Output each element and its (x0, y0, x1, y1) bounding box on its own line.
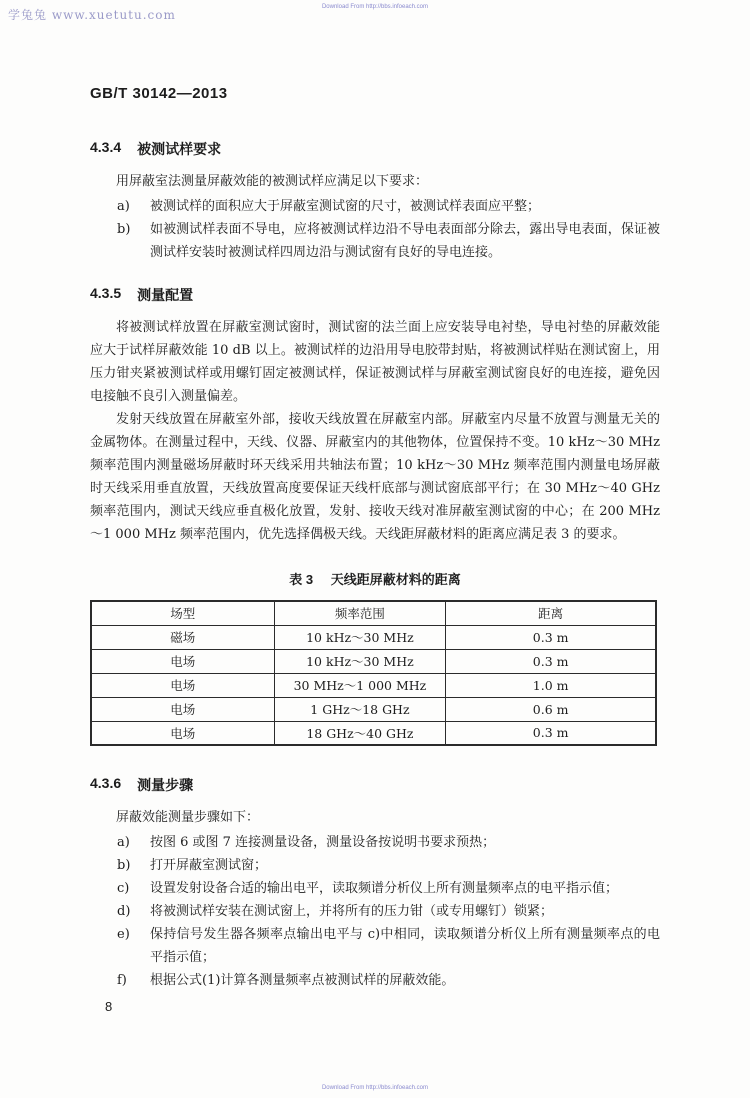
list-item-text: 设置发射设备合适的输出电平，读取频谱分析仪上所有测量频率点的电平指示值； (150, 881, 619, 896)
doc-number: GB/T 30142—2013 (90, 85, 228, 102)
list-item-text: 打开屏蔽室测试窗； (150, 858, 268, 873)
table-cell: 1.0 m (446, 673, 656, 697)
download-note-top: Download From http://bbs.infoeach.com (321, 4, 429, 10)
section-title: 测量配置 (137, 287, 194, 303)
list-item-text: 保持信号发生器各频率点输出电平与 c)中相同，读取频谱分析仪上所有测量频率点的电平指示值； (150, 927, 660, 965)
section-title: 被测试样要求 (137, 141, 222, 157)
table-row (91, 721, 656, 745)
steps-list (90, 831, 660, 992)
table-cell: 30 MHz～1 000 MHz (274, 673, 446, 697)
section-heading-4-3-4 (90, 139, 660, 159)
table-cell: 1 GHz～18 GHz (274, 697, 446, 721)
section-heading-4-3-5 (90, 285, 660, 305)
antenna-distance-table (90, 600, 657, 746)
list-item (117, 900, 660, 923)
list-item (117, 218, 660, 264)
section-4-3-5-paragraph-1: 将被测试样放置在屏蔽室测试窗时，测试窗的法兰面上应安装导电衬垫，导电衬垫的屏蔽效能应大于试样屏蔽效能 10 dB 以上。被测试样的边沿用导电胶带封贴，将被测试样贴在测试窗上，用压力钳夹紧被测试样或用螺钉固定被测试样，保证被测试样与屏蔽室测试窗良好的电连接，避免因电接触不良引入测量偏差。 (90, 320, 660, 404)
table-header-row (91, 601, 656, 625)
list-item-label: d) (117, 904, 131, 919)
column-header: 场型 (91, 601, 274, 625)
list-item-label: b) (117, 222, 131, 237)
table-cell: 电场 (91, 697, 274, 721)
table-cell: 电场 (91, 649, 274, 673)
table-caption (90, 569, 660, 588)
list-item-label: f) (117, 973, 127, 988)
section-4-3-6-intro: 屏蔽效能测量步骤如下： (116, 810, 260, 825)
table-row (91, 625, 656, 649)
list-item-label: e) (117, 927, 130, 942)
section-number: 4.3.5 (90, 285, 122, 301)
list-item (117, 831, 660, 854)
table-cell: 0.6 m (446, 697, 656, 721)
list-item (117, 923, 660, 969)
section-heading-4-3-6 (90, 775, 660, 795)
list-item-text: 被测试样的面积应大于屏蔽室测试窗的尺寸，被测试样表面应平整； (150, 199, 541, 214)
table-row (91, 649, 656, 673)
section-4-3-5-paragraph-2: 发射天线放置在屏蔽室外部，接收天线放置在屏蔽室内部。屏蔽室内尽量不放置与测量无关的金属物体。在测量过程中，天线、仪器、屏蔽室内的其他物体，位置保持不变。10 kHz～30 MHz 频率范围内测量磁场屏蔽时环天线采用共轴法布置；10 kHz～30 MHz 频率范围内测量电场屏蔽时天线采用垂直放置，天线放置高度要保证天线杆底部与测试窗底部平行；在 30 MHz～40 GHz 频率范围内，测试天线应垂直极化放置，发射、接收天线对准屏蔽室测试窗的中心；在 200 MHz～1 000 MHz 频率范围内，优先选择偶极天线。天线距屏蔽材料的距离应满足表 3 的要求。 (90, 412, 660, 542)
list-item-text: 如被测试样表面不导电，应将被测试样边沿不导电表面部分除去，露出导电表面，保证被测试样安装时被测试样四周边沿与测试窗有良好的导电连接。 (150, 222, 660, 260)
list-item (117, 877, 660, 900)
table-cell: 0.3 m (446, 721, 656, 745)
column-header: 频率范围 (274, 601, 446, 625)
section-title: 测量步骤 (137, 777, 194, 793)
list-item-text: 按图 6 或图 7 连接测量设备，测量设备按说明书要求预热； (150, 835, 496, 850)
table-cell: 10 kHz～30 MHz (274, 649, 446, 673)
list-item-label: a) (117, 835, 130, 850)
table-caption-number: 表 3 (289, 572, 314, 587)
list-item-label: c) (117, 881, 130, 896)
list-item (117, 969, 660, 992)
list-item (117, 195, 660, 218)
list-item-label: b) (117, 858, 131, 873)
table-cell: 0.3 m (446, 649, 656, 673)
list-item-label: a) (117, 199, 130, 214)
requirements-list (90, 195, 660, 264)
download-note-bottom: Download From http://bbs.infoeach.com (321, 1085, 429, 1091)
site-watermark: 学兔兔 www.xuetutu.com (8, 8, 176, 22)
page-content (90, 0, 660, 992)
section-number: 4.3.6 (90, 775, 122, 791)
table-cell: 10 kHz～30 MHz (274, 625, 446, 649)
list-item-text: 根据公式(1)计算各测量频率点被测试样的屏蔽效能。 (150, 973, 455, 988)
list-item-text: 将被测试样安装在测试窗上，并将所有的压力钳（或专用螺钉）锁紧； (150, 904, 554, 919)
table-row (91, 673, 656, 697)
section-number: 4.3.4 (90, 139, 122, 155)
table-cell: 电场 (91, 673, 274, 697)
table-cell: 18 GHz～40 GHz (274, 721, 446, 745)
table-row (91, 697, 656, 721)
list-item (117, 854, 660, 877)
table-cell: 磁场 (91, 625, 274, 649)
page-number: 8 (105, 999, 113, 1014)
section-4-3-4-intro: 用屏蔽室法测量屏蔽效能的被测试样应满足以下要求： (116, 174, 429, 189)
column-header: 距离 (446, 601, 656, 625)
table-cell: 电场 (91, 721, 274, 745)
table-cell: 0.3 m (446, 625, 656, 649)
table-caption-title: 天线距屏蔽材料的距离 (330, 572, 461, 587)
